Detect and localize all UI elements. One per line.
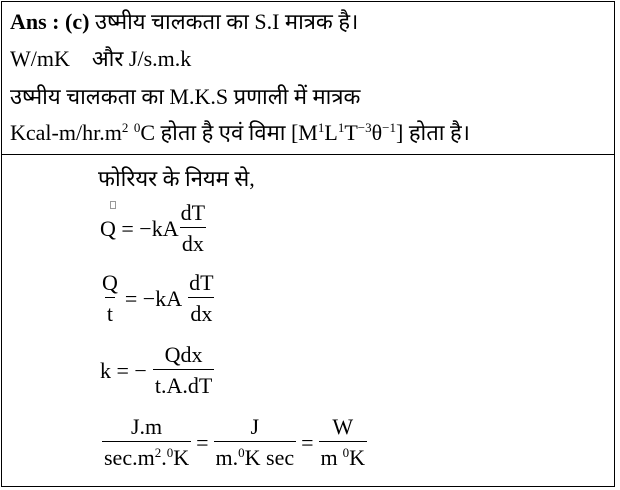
answer-label: Ans : (c) (10, 9, 90, 34)
mks-unit: Kcal-$m/hr.m^2$ $^0$C होता है एवं विमा (10, 120, 286, 145)
equation-4: $\frac{J.m}{\sec.m^2.^0K}$ = $\frac{J}{m.^0K \sec}$ = $\frac{W}{m ^0K}$ (104, 414, 366, 470)
section-divider (2, 154, 614, 155)
equation-1: Q = −kA $\frac{dT}{dx}$ (100, 200, 206, 256)
answer-line-1 (10, 8, 358, 36)
answer-line-3 (10, 83, 360, 111)
fraction-w: $\frac{W}{m ^0K}$ (320, 414, 366, 470)
dimension-formula: $[M^1L^1T^{-3}\theta^{-1}]$ (290, 120, 404, 145)
fraction-jm: $\frac{J.m}{\sec.m^2.^0K}$ (104, 414, 190, 470)
fraction-q-t: $\frac{Q}{t}$ (102, 270, 118, 326)
answer-line-4 (10, 119, 470, 147)
equation-3: k = − $\frac{\text{Qdx}}{t.A.dT}$ (100, 342, 213, 398)
si-unit-w-mk: W/mK (10, 46, 70, 71)
si-unit-j-smk: और J/s.m.k (91, 46, 192, 71)
fourier-law-intro: फोरियर के नियम से, (98, 166, 255, 191)
fraction-dt-dx-2: $\frac{dT}{dx}$ (189, 270, 214, 326)
equation-2: $\frac{Q}{t}$ = −kA $\frac{dT}{dx}$ (102, 270, 214, 326)
fraction-dt-dx: $\frac{dT}{dx}$ (180, 200, 206, 256)
fraction-qdx-tadt: $\frac{\text{Qdx}}{t.A.dT}$ (154, 342, 213, 398)
answer-line-4-end: होता है। (408, 120, 470, 145)
answer-line-1-text: उष्मीय चालकता का S.I मात्रक है। (94, 9, 359, 34)
answer-box (1, 1, 615, 487)
mks-unit-intro: उष्मीय चालकता का M.K.S प्रणाली में मात्रक (10, 84, 361, 109)
answer-line-2 (10, 45, 191, 73)
fraction-j: $\frac{J}{m.^0K \sec}$ (215, 414, 295, 470)
